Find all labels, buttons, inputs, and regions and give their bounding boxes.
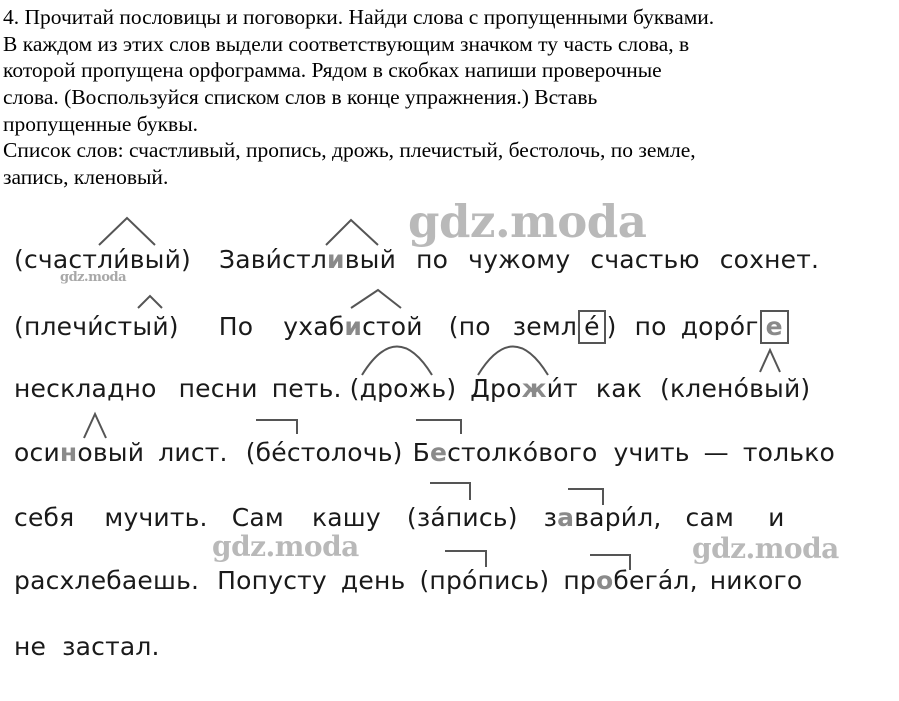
word: Сам (231, 503, 284, 532)
word: себя (14, 503, 75, 532)
inserted-letter: а (557, 503, 575, 532)
word-part: вари́л, (574, 503, 662, 532)
root-arc (478, 347, 548, 376)
word: застал. (62, 632, 160, 661)
word: и (768, 503, 785, 532)
word: Попусту (217, 566, 327, 595)
answer-line-3 (14, 374, 810, 403)
dash: — (703, 438, 729, 467)
suffix-mark (351, 290, 401, 308)
prefix-corner (445, 551, 486, 567)
word-part: и́т (546, 374, 578, 403)
word: кашу (311, 503, 381, 532)
word: только (742, 438, 836, 467)
suffix-mark (84, 414, 106, 438)
word: По (218, 312, 254, 341)
inserted-letter: н (59, 438, 78, 467)
word-part: пр (563, 566, 596, 595)
word: (по (448, 312, 491, 341)
check-word: очь) (347, 438, 403, 467)
word-part: з (543, 503, 558, 532)
word-part: вый (344, 245, 397, 274)
task-line-5: пропущенные буквы. (3, 111, 199, 136)
word-part: Б (412, 438, 430, 467)
word-part: ) (606, 312, 617, 341)
word-part: Дро (470, 374, 522, 403)
word: мучить. (104, 503, 208, 532)
word: расхлебаешь. (14, 566, 200, 595)
word-part: доро́г (680, 312, 759, 341)
word: нескладно (14, 374, 157, 403)
check-word: (счастли́вый) (14, 245, 191, 274)
word: учить (613, 438, 690, 467)
word: чужому (468, 245, 571, 274)
word: петь. (271, 374, 342, 403)
inserted-letter: е (429, 438, 448, 467)
check-word: (бе́стол (245, 438, 348, 467)
word: по (634, 312, 667, 341)
suffix-mark (138, 296, 162, 308)
check-word: (за́пись) (406, 503, 518, 532)
answer-line-5 (14, 503, 785, 532)
ending-box: е́ (578, 310, 606, 344)
check-word: (дрожь) (349, 374, 457, 403)
inserted-letter: ж (521, 374, 547, 403)
word-part: овый (77, 438, 145, 467)
check-word: (плечи́стый) (14, 312, 179, 341)
word: не (14, 632, 47, 661)
word: по (416, 245, 449, 274)
watermark-top: gdz.moda (408, 195, 647, 248)
word-part: ухаб (283, 312, 345, 341)
word-part: оси (14, 438, 60, 467)
task-line-4: слова. (Воспользуйся списком слов в конце упражнения.) Вставь (3, 85, 598, 110)
word: никого (709, 566, 803, 595)
word: сохнет. (719, 245, 820, 274)
word-part: столко́вого (447, 438, 598, 467)
watermark-right: gdz.moda (692, 532, 839, 565)
word-part: бега́л, (613, 566, 698, 595)
task-line-1: 4. Прочитай пословицы и поговорки. Найди слова с пропущенными буквами. (3, 5, 715, 29)
word-part: земл (512, 312, 578, 341)
inserted-letter: и (327, 245, 345, 274)
suffix-mark (760, 350, 780, 372)
word: день (340, 566, 406, 595)
check-word: (клено́вый) (660, 374, 811, 403)
task-line-6: Список слов: счастливый, пропись, дрожь, плечистый, бестолочь, по земле, (3, 138, 696, 163)
prefix-corner (416, 420, 461, 434)
word-part: Зави́стл (219, 245, 328, 274)
answer-line-1 (14, 245, 819, 274)
word: счастью (590, 245, 700, 274)
task-line-3: которой пропущена орфограмма. Рядом в скобках напиши проверочные (3, 58, 662, 83)
prefix-corner (256, 420, 297, 434)
inserted-letter: о (595, 566, 614, 595)
word: лист. (158, 438, 228, 467)
answer-line-6 (14, 566, 802, 595)
answer-line-7 (14, 632, 160, 661)
answer-line-4 (14, 438, 835, 467)
inserted-letter: и (344, 312, 363, 341)
word: как (595, 374, 643, 403)
answer-line-2 (14, 310, 790, 344)
watermark-middle: gdz.moda (212, 530, 359, 563)
task-line-7: запись, кленовый. (3, 165, 169, 190)
root-arc (362, 347, 432, 376)
suffix-mark (99, 218, 155, 245)
prefix-corner (430, 483, 470, 500)
task-line-2: В каждом из этих слов выдели соответствующим значком ту часть слова, в (3, 31, 690, 56)
watermark-small: gdz.moda (60, 270, 127, 285)
ending-box: е (760, 310, 789, 344)
suffix-mark (326, 220, 378, 245)
word-part: стой (362, 312, 423, 341)
word: песни (178, 374, 258, 403)
check-word: (про́пись) (419, 566, 550, 595)
task-text (3, 4, 896, 191)
word: сам (685, 503, 735, 532)
